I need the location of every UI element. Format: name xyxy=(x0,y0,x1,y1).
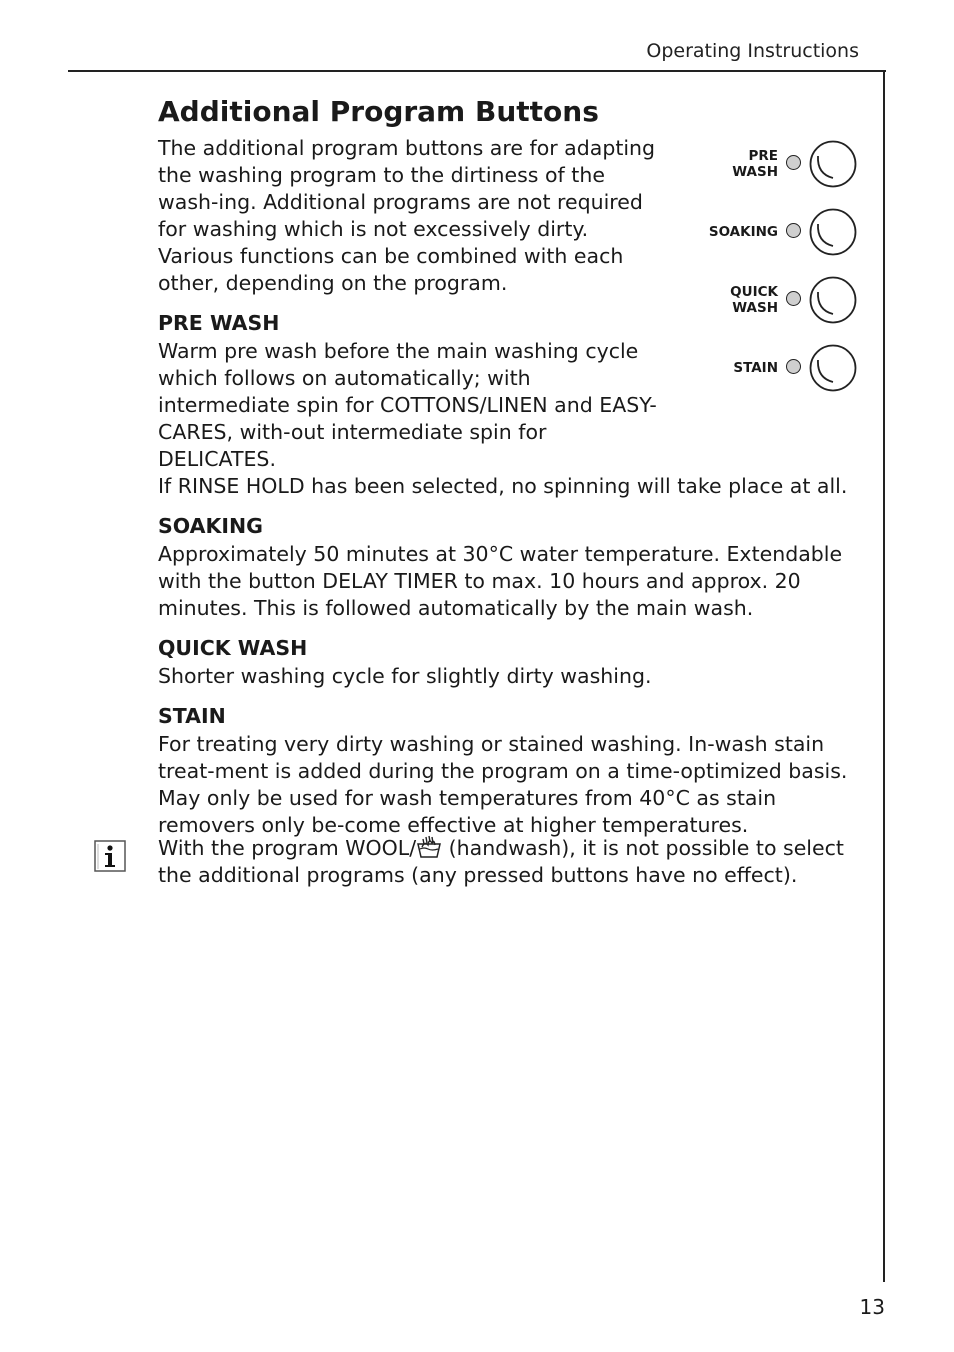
note-text xyxy=(158,835,863,889)
header-rule xyxy=(68,70,886,72)
soaking-button-row xyxy=(690,206,860,258)
prewash-heading: PRE WASH xyxy=(158,311,280,335)
page-number: 13 xyxy=(859,1295,885,1319)
quickwash-text: Shorter washing cycle for slightly dirty washing. xyxy=(158,664,652,688)
handwash-icon xyxy=(416,835,442,859)
soaking-button-label: SOAKING xyxy=(708,224,778,240)
soaking-knob-icon xyxy=(809,208,857,256)
intro-paragraph-1: The additional program buttons are for adapting the washing program to the dirtiness of the wash-ing. Additional programs are not required for washing which is not excessively dirty. xyxy=(158,136,656,241)
section-title: Additional Program Buttons xyxy=(158,95,599,128)
stain-button-row xyxy=(690,342,860,394)
stain-text: For treating very dirty washing or stained washing. In-wash stain treat-ment is added during the program on a time-optimized basis. May only be used for wash temperatures from 40°C as stain removers only be-come effective at higher temperatures. xyxy=(158,732,848,837)
soaking-led-icon xyxy=(786,223,801,238)
prewash-text: Warm pre wash before the main washing cycle which follows on automatically; with intermediate spin for COTTONS/LINEN and EASY-CARES, with-out intermediate spin for DELICATES. xyxy=(158,339,657,471)
note-text-before: With the program WOOL/ xyxy=(158,836,417,860)
note-text-after: (handwash), it is not possible to select the additional programs (any pressed buttons have no effect). xyxy=(158,836,844,887)
quickwash-knob-icon xyxy=(809,276,857,324)
prewash-led-icon xyxy=(786,155,801,170)
quickwash-button-row xyxy=(690,274,860,326)
quickwash-heading: QUICK WASH xyxy=(158,636,308,660)
stain-knob-icon xyxy=(809,344,857,392)
info-icon xyxy=(94,840,126,872)
intro-block xyxy=(158,135,663,297)
stain-button-label: STAIN xyxy=(733,360,778,376)
intro-paragraph-2: Various functions can be combined with each other, depending on the program. xyxy=(158,244,624,295)
prewash-button-row xyxy=(690,138,860,190)
soaking-text: Approximately 50 minutes at 30°C water temperature. Extendable with the button DELAY TIMER to max. 10 hours and approx. 20 minutes. This is followed automatically by the main wash. xyxy=(158,542,843,620)
header-title: Operating Instructions xyxy=(646,40,859,62)
soaking-heading: SOAKING xyxy=(158,514,264,538)
prewash-text-2: If RINSE HOLD has been selected, no spinning will take place at all. xyxy=(158,474,848,498)
prewash-button-label: PRE WASH xyxy=(732,148,778,180)
program-buttons-panel xyxy=(690,138,870,398)
prewash-knob-icon xyxy=(809,140,857,188)
stain-led-icon xyxy=(786,359,801,374)
side-rule xyxy=(883,70,885,1282)
stain-heading: STAIN xyxy=(158,704,226,728)
quickwash-button-label: QUICK WASH xyxy=(730,284,778,316)
quickwash-led-icon xyxy=(786,291,801,306)
